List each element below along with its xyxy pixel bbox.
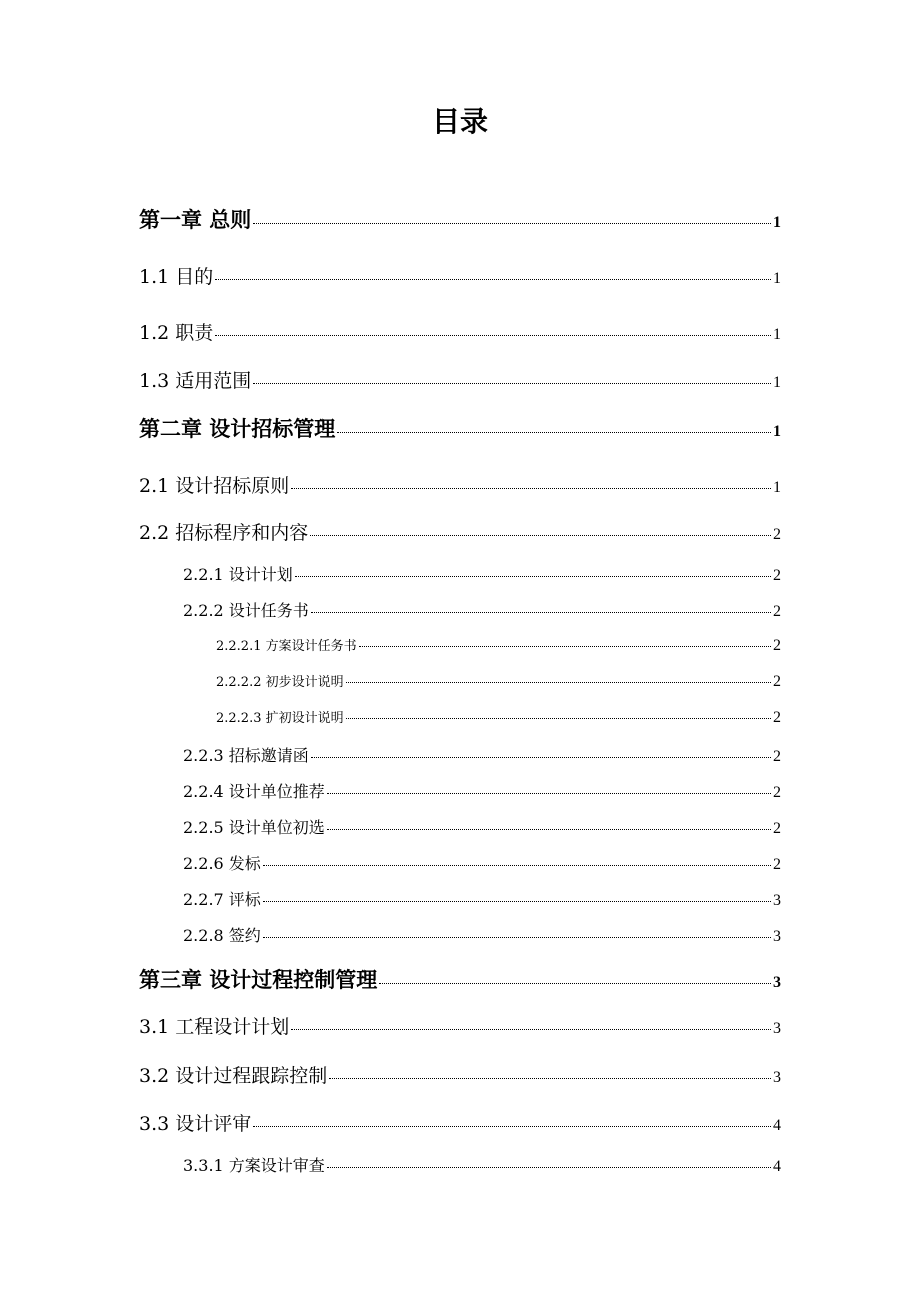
toc-entry-page: 2 — [773, 637, 781, 654]
toc-entry-page: 1 — [773, 423, 781, 440]
toc-entry-label: 2.2.4 设计单位推荐 — [183, 782, 325, 801]
toc-entry-page: 2 — [773, 567, 781, 584]
toc-dot-leader — [346, 718, 771, 719]
toc-entry-2-2-2-2[interactable] — [216, 671, 781, 691]
toc-entry-label: 2.2.7 评标 — [183, 890, 261, 909]
toc-entry-label: 2.2.8 签约 — [183, 926, 261, 945]
toc-entry-label: 第三章 设计过程控制管理 — [139, 968, 378, 992]
toc-entry-2-2-2-1[interactable] — [216, 635, 781, 655]
toc-entry-page: 1 — [773, 214, 781, 231]
toc-entry-2-2-3[interactable] — [183, 743, 781, 766]
toc-entry-page: 2 — [773, 856, 781, 873]
toc-entry-page: 3 — [773, 892, 781, 909]
toc-entry-3-1[interactable] — [139, 1012, 781, 1039]
toc-entry-label: 2.2 招标程序和内容 — [139, 522, 309, 544]
toc-title: 目录 — [431, 105, 488, 138]
toc-dot-leader — [295, 576, 771, 577]
toc-entry-chapter-3[interactable] — [139, 964, 781, 994]
toc-entry-page: 2 — [773, 603, 781, 620]
toc-dot-leader — [291, 1029, 771, 1030]
toc-entry-page: 4 — [773, 1158, 781, 1175]
toc-entry-2-2[interactable] — [139, 518, 781, 545]
toc-entry-label: 1.1 目的 — [139, 266, 214, 288]
toc-entry-page: 3 — [773, 928, 781, 945]
toc-entry-label: 1.2 职责 — [139, 322, 214, 344]
toc-entry-page: 3 — [773, 1020, 781, 1037]
toc-entry-3-2[interactable] — [139, 1061, 781, 1088]
toc-entry-page: 4 — [773, 1117, 781, 1134]
toc-entry-2-2-7[interactable] — [183, 887, 781, 910]
toc-entry-label: 3.3.1 方案设计审查 — [183, 1156, 325, 1175]
toc-entry-label: 3.3 设计评审 — [139, 1113, 252, 1135]
toc-dot-leader — [327, 793, 771, 794]
toc-entry-2-2-4[interactable] — [183, 779, 781, 802]
toc-entry-label: 3.1 工程设计计划 — [139, 1016, 290, 1038]
toc-entry-page: 1 — [773, 479, 781, 496]
toc-entry-2-1[interactable] — [139, 471, 781, 498]
toc-entry-page: 1 — [773, 270, 781, 287]
toc-entry-2-2-8[interactable] — [183, 923, 781, 946]
toc-dot-leader — [253, 1126, 771, 1127]
toc-dot-leader — [379, 983, 771, 984]
toc-entry-page: 2 — [773, 784, 781, 801]
toc-entry-label: 3.2 设计过程跟踪控制 — [139, 1065, 328, 1087]
toc-entry-2-2-5[interactable] — [183, 815, 781, 838]
toc-dot-leader — [327, 829, 771, 830]
toc-entry-2-2-1[interactable] — [183, 562, 781, 585]
toc-entry-3-3[interactable] — [139, 1109, 781, 1136]
toc-entry-1-1[interactable] — [139, 262, 781, 289]
toc-entry-2-2-2[interactable] — [183, 598, 781, 621]
toc-dot-leader — [253, 223, 771, 224]
toc-entry-page: 1 — [773, 326, 781, 343]
toc-dot-leader — [215, 335, 771, 336]
toc-entry-page: 1 — [773, 374, 781, 391]
toc-entry-1-2[interactable] — [139, 318, 781, 345]
toc-dot-leader — [263, 865, 771, 866]
toc-entry-label: 2.2.2 设计任务书 — [183, 601, 309, 620]
toc-entry-page: 2 — [773, 673, 781, 690]
toc-dot-leader — [359, 646, 771, 647]
toc-entry-label: 2.2.2.2 初步设计说明 — [216, 675, 344, 690]
toc-entry-page: 2 — [773, 820, 781, 837]
toc-entry-label: 2.2.2.3 扩初设计说明 — [216, 711, 344, 726]
toc-entry-chapter-1[interactable] — [139, 204, 781, 234]
toc-entry-page: 2 — [773, 526, 781, 543]
toc-entry-label: 2.2.2.1 方案设计任务书 — [216, 639, 357, 654]
toc-entry-label: 2.2.5 设计单位初选 — [183, 818, 325, 837]
toc-entry-2-2-2-3[interactable] — [216, 707, 781, 727]
toc-entry-page: 2 — [773, 709, 781, 726]
toc-entry-label: 2.2.1 设计计划 — [183, 565, 293, 584]
toc-dot-leader — [263, 937, 771, 938]
toc-entry-label: 1.3 适用范围 — [139, 370, 252, 392]
toc-entry-page: 3 — [773, 974, 781, 991]
toc-entry-2-2-6[interactable] — [183, 851, 781, 874]
toc-dot-leader — [263, 901, 771, 902]
toc-dot-leader — [311, 757, 771, 758]
toc-entry-label: 2.2.6 发标 — [183, 854, 261, 873]
toc-entry-page: 3 — [773, 1069, 781, 1086]
toc-dot-leader — [310, 535, 771, 536]
toc-dot-leader — [215, 279, 771, 280]
toc-dot-leader — [327, 1167, 771, 1168]
toc-entry-3-3-1[interactable] — [183, 1153, 781, 1176]
toc-entry-label: 第二章 设计招标管理 — [139, 417, 336, 441]
toc-dot-leader — [329, 1078, 771, 1079]
toc-entry-label: 第一章 总则 — [139, 208, 252, 232]
toc-dot-leader — [346, 682, 771, 683]
toc-dot-leader — [253, 383, 771, 384]
toc-dot-leader — [291, 488, 771, 489]
toc-dot-leader — [337, 432, 771, 433]
toc-entry-1-3[interactable] — [139, 366, 781, 393]
toc-entry-chapter-2[interactable] — [139, 413, 781, 443]
toc-entry-page: 2 — [773, 748, 781, 765]
toc-entry-label: 2.2.3 招标邀请函 — [183, 746, 309, 765]
toc-dot-leader — [311, 612, 771, 613]
toc-entry-label: 2.1 设计招标原则 — [139, 475, 290, 497]
